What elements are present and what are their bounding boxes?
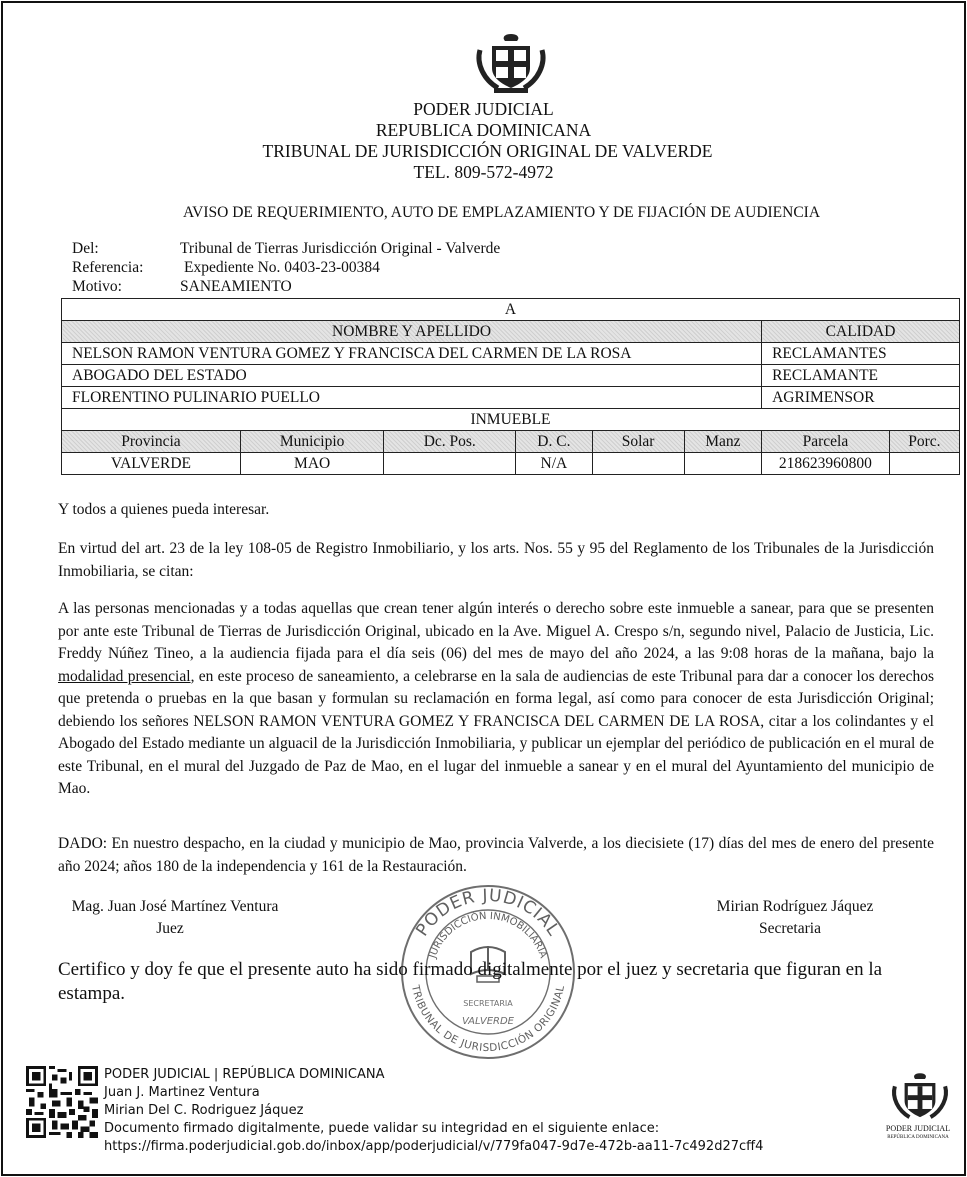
header-line-3: TRIBUNAL DE JURISDICCIÓN ORIGINAL DE VALVERDE xyxy=(262,141,713,161)
prop-col-provincia: Provincia xyxy=(62,431,241,453)
prop-municipio: MAO xyxy=(240,453,383,475)
paragraph-summons xyxy=(58,598,934,801)
prop-col-manz: Manz xyxy=(684,431,761,453)
meta-value-motivo: SANEAMIENTO xyxy=(180,278,292,295)
prop-parcela: 218623960800 xyxy=(762,453,890,475)
footer-line-3: Mirian Del C. Rodriguez Jáquez xyxy=(104,1103,304,1118)
meta-value-referencia: Expediente No. 0403-23-00384 xyxy=(184,259,380,276)
party-quality: AGRIMENSOR xyxy=(762,387,960,409)
coat-of-arms-icon xyxy=(474,30,548,94)
footer-logo-text-2: REPÚBLICA DOMINICANA xyxy=(887,1135,949,1140)
stamp-bottom: TRIBUNAL DE JURISDICCIÓN ORIGINAL xyxy=(408,984,568,1055)
party-quality: RECLAMANTES xyxy=(762,343,960,365)
party-quality: RECLAMANTE xyxy=(762,365,960,387)
prop-col-dc: D. C. xyxy=(516,431,592,453)
footer-logo-text xyxy=(880,1124,956,1142)
secretary-title: Secretaria xyxy=(759,920,821,937)
meta-value-del: Tribunal de Tierras Jurisdicción Original - Valverde xyxy=(180,240,501,257)
header-line-2: REPUBLICA DOMINICANA xyxy=(375,120,592,140)
prop-manz xyxy=(684,453,761,475)
footer-logo-icon xyxy=(890,1068,950,1124)
judge-name: Mag. Juan José Martínez Ventura xyxy=(71,898,279,915)
summons-text-b: , en este proceso de saneamiento, a celebrarse en la sala de audiencias de este Tribunal para dar a conocer los derechos que pretenda o pruebas en la que basan y formulan su reclamación en forma legal, así como para conocer de esta Jurisdicción Original; debiendo los señores NELSON RAMON VENTURA GOMEZ Y FRANCISCA DEL CARMEN DE LA ROSA, citar a los colindantes y el Abogado del Estado mediante un alguacil de la Jurisdicción Inmobiliaria, y publicar un ejemplar del periódico de publicación en el mural de este Tribunal, en el mural del Juzgado de Paz de Mao, en el lugar del inmueble a sanear y en el mural del Ayuntamiento del municipio de Mao. xyxy=(58,667,935,797)
prop-col-porc: Porc. xyxy=(889,431,959,453)
paragraph-dado: DADO: En nuestro despacho, en la ciudad y municipio de Mao, provincia Valverde, a los diecisiete (17) días del mes de enero del presente año 2024; años 180 de la independencia y 161 de la Restauración. xyxy=(58,835,934,875)
col-header-quality: CALIDAD xyxy=(762,321,960,343)
certification-text: Certifico y doy fe que el presente auto ha sido firmado digitalmente por el juez y secretaria que figuran en la estampa. xyxy=(58,959,883,1004)
party-name: FLORENTINO PULINARIO PUELLO xyxy=(62,387,762,409)
inmueble-header: INMUEBLE xyxy=(62,409,960,431)
col-header-name: NOMBRE Y APELLIDO xyxy=(62,321,762,343)
stamp-center: SECRETARIA xyxy=(463,999,513,1008)
footer-line-2: Juan J. Martinez Ventura xyxy=(104,1085,260,1100)
stamp-inner-top: JURISDICCIÓN INMOBILIARIA xyxy=(427,910,549,960)
document-title: AVISO DE REQUERIMIENTO, AUTO DE EMPLAZAMIENTO Y DE FIJACIÓN DE AUDIENCIA xyxy=(182,204,821,221)
prop-col-parcela: Parcela xyxy=(762,431,890,453)
parties-table xyxy=(61,298,960,475)
prop-dc: N/A xyxy=(516,453,592,475)
prop-col-municipio: Municipio xyxy=(240,431,383,453)
prop-dc-pos xyxy=(384,453,516,475)
prop-porc xyxy=(889,453,959,475)
stamp-outer-top: PODER JUDICIAL xyxy=(412,885,564,941)
meta-label-del: Del: xyxy=(72,240,99,257)
meta-label-motivo: Motivo: xyxy=(72,278,122,295)
meta-label-referencia: Referencia: xyxy=(72,259,144,276)
header-line-1: PODER JUDICIAL xyxy=(413,99,554,119)
footer-logo-text-1: PODER JUDICIAL xyxy=(885,1124,951,1133)
table-row xyxy=(62,365,960,387)
footer-line-4: Documento firmado digitalmente, puede validar su integridad en el siguiente enlace: xyxy=(104,1121,660,1136)
prop-provincia: VALVERDE xyxy=(62,453,241,475)
summons-modality: modalidad presencial xyxy=(58,667,191,685)
party-name: ABOGADO DEL ESTADO xyxy=(62,365,762,387)
validation-link[interactable]: https://firma.poderjudicial.gob.do/inbox/app/poderjudicial/v/779fa047-9d7e-472b-aa11-7c492d27cff4 xyxy=(104,1139,764,1154)
table-row xyxy=(62,453,960,475)
party-name: NELSON RAMON VENTURA GOMEZ Y FRANCISCA DEL CARMEN DE LA ROSA xyxy=(62,343,762,365)
prop-solar xyxy=(592,453,684,475)
paragraph-legal-basis: En virtud del art. 23 de la ley 108-05 de Registro Inmobiliario, y los arts. Nos. 55 y 95 del Reglamento de los Tribunales de la Jurisdicción Inmobiliaria, se citan: xyxy=(58,540,934,580)
footer-line-1: PODER JUDICIAL | REPÚBLICA DOMINICANA xyxy=(104,1067,385,1082)
paragraph-interesar: Y todos a quienes pueda interesar. xyxy=(58,501,270,518)
table-row xyxy=(62,387,960,409)
summons-text-a: A las personas mencionadas y a todas aquellas que crean tener algún interés o derecho sobre este inmueble a sanear, para que se presenten por ante este Tribunal de Tierras de Jurisdicción Original, ubicado en la Ave. Miguel A. Crespo s/n, segundo nivel, Palacio de Justicia, Lic. Freddy Núñez Tineo, a la audiencia fijada para el día seis (06) del mes de mayo del año 2024, a las 9:08 horas de la mañana, bajo la xyxy=(58,600,934,662)
table-row xyxy=(62,343,960,365)
stamp-center-2: VALVERDE xyxy=(462,1016,514,1027)
secretary-name: Mirian Rodríguez Jáquez xyxy=(716,898,874,915)
header-line-4: TEL. 809-572-4972 xyxy=(413,162,554,182)
judge-title: Juez xyxy=(156,920,184,937)
table-a-header: A xyxy=(62,299,960,321)
prop-col-solar: Solar xyxy=(592,431,684,453)
prop-col-dc-pos: Dc. Pos. xyxy=(384,431,516,453)
qr-code-icon[interactable] xyxy=(26,1066,98,1138)
